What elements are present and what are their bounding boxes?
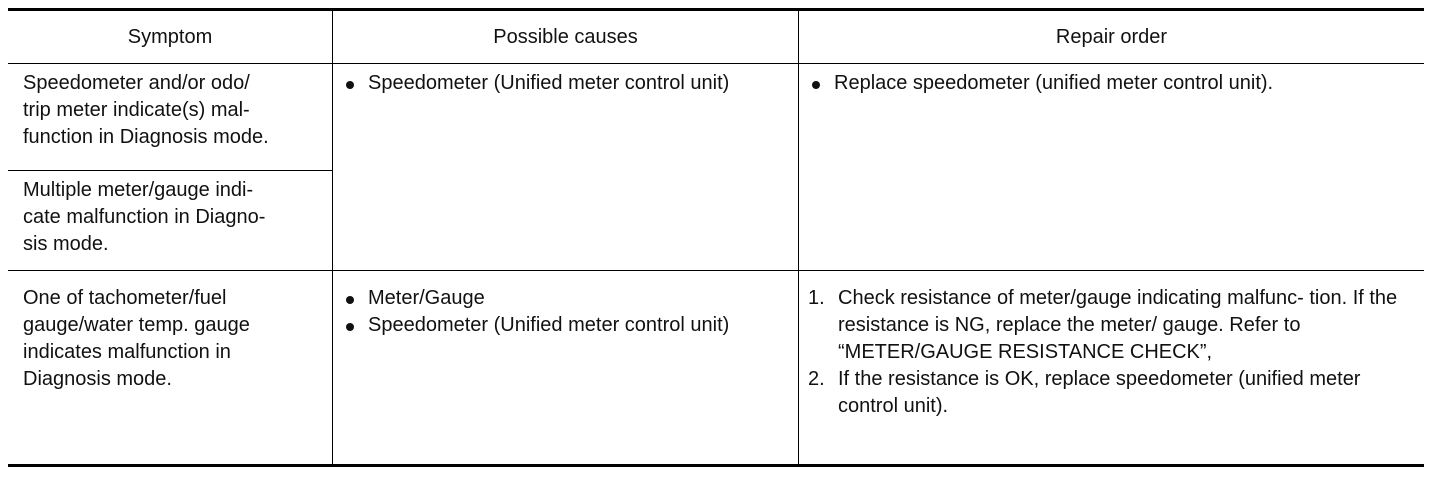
header-possible-causes: Possible causes	[493, 25, 638, 48]
step-text: If the resistance is OK, replace speedometer (unified meter control unit).	[838, 368, 1361, 417]
header-symptom: Symptom	[127, 25, 213, 48]
symptom-line: Speedometer and/or odo/	[23, 72, 250, 94]
column-divider-1	[332, 11, 333, 464]
symptom-line: sis mode.	[23, 233, 109, 255]
step-text: Check resistance of meter/gauge indicating malfunc- tion. If the resistance is NG, replace the meter/ gauge. Refer to “METER/GAUGE RESISTANCE CHECK”,	[838, 287, 1398, 363]
causes-cell-3	[342, 285, 762, 339]
step-number: 2.	[808, 368, 825, 390]
symptom-cell-2	[23, 177, 329, 258]
step-number: 1.	[808, 287, 825, 309]
repair-cell-1	[808, 70, 1408, 97]
symptom-line: One of tachometer/fuel	[23, 287, 227, 309]
cause-item: Speedometer (Unified meter control unit)	[342, 312, 762, 339]
symptom-cell-3	[23, 285, 329, 393]
symptom-line: gauge/water temp. gauge	[23, 314, 250, 336]
row-divider-symptom	[8, 170, 332, 171]
cause-item: Speedometer (Unified meter control unit)	[342, 70, 762, 97]
repair-cell-3	[808, 285, 1408, 420]
repair-step	[808, 285, 1408, 366]
symptom-line: indicates malfunction in	[23, 341, 231, 363]
symptom-cell-1	[23, 70, 329, 151]
header-divider	[8, 63, 1424, 64]
header-repair-order: Repair order	[1055, 25, 1168, 48]
cause-item: Meter/Gauge	[342, 285, 762, 312]
table-bottom-rule	[8, 464, 1424, 467]
symptom-line: Diagnosis mode.	[23, 368, 172, 390]
symptom-line: Multiple meter/gauge indi-	[23, 179, 254, 201]
symptom-line: trip meter indicate(s) mal-	[23, 99, 250, 121]
column-divider-2	[798, 11, 799, 464]
row-divider-2	[8, 270, 1424, 271]
causes-cell-1	[342, 70, 762, 97]
repair-step	[808, 366, 1408, 420]
symptom-line: cate malfunction in Diagno-	[23, 206, 266, 228]
symptom-line: function in Diagnosis mode.	[23, 126, 269, 148]
diagnosis-table	[8, 8, 1424, 468]
repair-item: Replace speedometer (unified meter control unit).	[808, 70, 1408, 97]
